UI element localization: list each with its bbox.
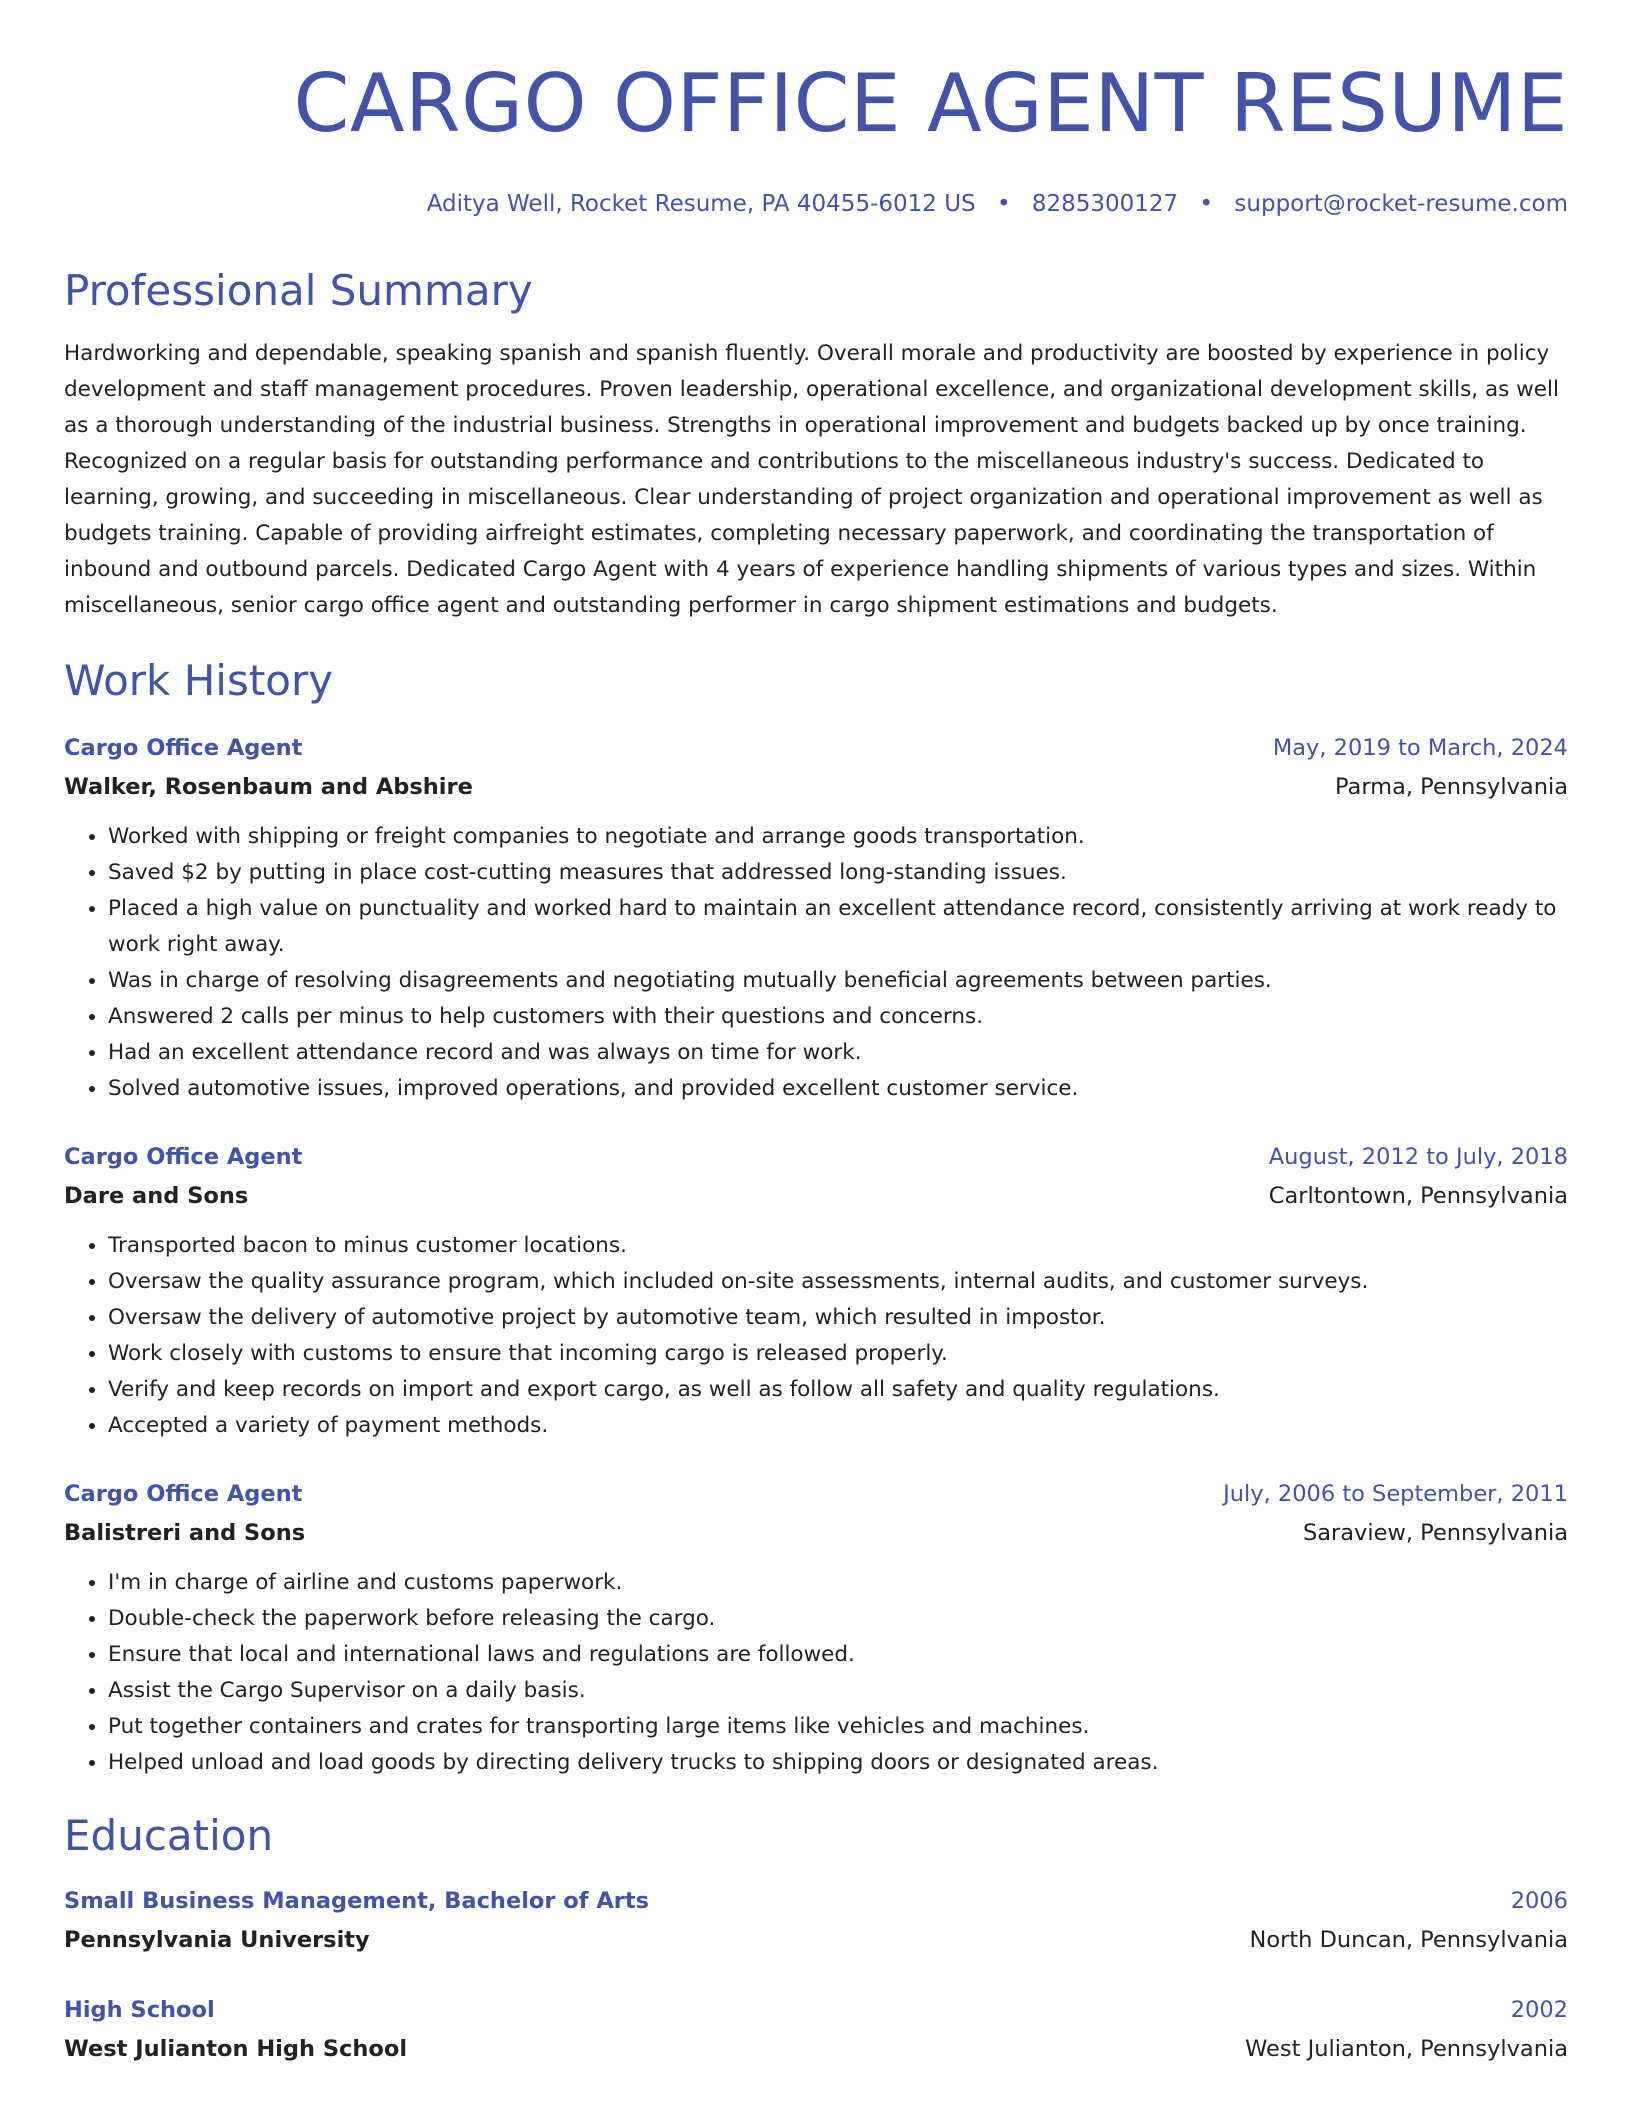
education-school: West Julianton High School bbox=[64, 2036, 408, 2062]
list-item: • Assist the Cargo Supervisor on a daily basis. bbox=[108, 1673, 1568, 1709]
list-item: • Ensure that local and international laws and regulations are followed. bbox=[108, 1637, 1568, 1673]
job-dates: July, 2006 to September, 2011 bbox=[1223, 1481, 1568, 1507]
summary-heading: Professional Summary bbox=[64, 266, 533, 315]
page-title: CARGO OFFICE AGENT RESUME bbox=[293, 57, 1568, 150]
contact-line bbox=[64, 188, 1568, 220]
list-item: • Placed a high value on punctuality and worked hard to maintain an excellent attendance record, consistently arriving at work ready to work right away. bbox=[108, 891, 1568, 963]
job-location: Parma, Pennsylvania bbox=[1334, 774, 1568, 800]
education-year: 2002 bbox=[1510, 1997, 1568, 2023]
job-company: Dare and Sons bbox=[64, 1183, 249, 1209]
job-entry bbox=[64, 1139, 1568, 1444]
list-item: • Had an excellent attendance record and was always on time for work. bbox=[108, 1035, 1568, 1071]
job-entry bbox=[64, 1476, 1568, 1781]
job-title: Cargo Office Agent bbox=[64, 1144, 303, 1170]
list-item: • Answered 2 calls per minus to help customers with their questions and concerns. bbox=[108, 999, 1568, 1035]
list-item: • Oversaw the delivery of automotive project by automotive team, which resulted in impostor. bbox=[108, 1300, 1568, 1336]
job-bullets bbox=[64, 1228, 1568, 1444]
education-degree: Small Business Management, Bachelor of Arts bbox=[64, 1888, 650, 1914]
education-degree: High School bbox=[64, 1997, 215, 2023]
list-item: • Transported bacon to minus customer locations. bbox=[108, 1228, 1568, 1264]
job-company: Balistreri and Sons bbox=[64, 1520, 306, 1546]
job-title: Cargo Office Agent bbox=[64, 1481, 303, 1507]
education-school: Pennsylvania University bbox=[64, 1927, 370, 1953]
job-title: Cargo Office Agent bbox=[64, 735, 303, 761]
list-item: • Was in charge of resolving disagreements and negotiating mutually beneficial agreements between parties. bbox=[108, 963, 1568, 999]
job-company: Walker, Rosenbaum and Abshire bbox=[64, 774, 473, 800]
list-item: • Put together containers and crates for transporting large items like vehicles and machines. bbox=[108, 1709, 1568, 1745]
job-bullets bbox=[64, 1565, 1568, 1781]
job-entry bbox=[64, 730, 1568, 1107]
education-entry bbox=[64, 1992, 1568, 2067]
contact-separator: • bbox=[1199, 191, 1214, 217]
job-dates: May, 2019 to March, 2024 bbox=[1272, 735, 1568, 761]
list-item: • Work closely with customs to ensure that incoming cargo is released properly. bbox=[108, 1336, 1568, 1372]
list-item: • Worked with shipping or freight companies to negotiate and arrange goods transportation. bbox=[108, 819, 1568, 855]
education-location: West Julianton, Pennsylvania bbox=[1245, 2036, 1568, 2062]
list-item: • Solved automotive issues, improved operations, and provided excellent customer service. bbox=[108, 1071, 1568, 1107]
list-item: • Saved $2 by putting in place cost-cutting measures that addressed long-standing issues. bbox=[108, 855, 1568, 891]
contact-address: Aditya Well, Rocket Resume, PA 40455-6012 US bbox=[426, 191, 976, 217]
work-history-heading: Work History bbox=[64, 656, 334, 705]
education-heading: Education bbox=[64, 1811, 274, 1860]
list-item: • Verify and keep records on import and export cargo, as well as follow all safety and quality regulations. bbox=[108, 1372, 1568, 1408]
contact-phone[interactable]: 8285300127 bbox=[1031, 191, 1179, 217]
list-item: • Accepted a variety of payment methods. bbox=[108, 1408, 1568, 1444]
education-location: North Duncan, Pennsylvania bbox=[1249, 1927, 1568, 1953]
contact-email[interactable]: support@rocket-resume.com bbox=[1234, 191, 1568, 217]
job-bullets bbox=[64, 819, 1568, 1107]
job-location: Carltontown, Pennsylvania bbox=[1268, 1183, 1568, 1209]
list-item: • Helped unload and load goods by directing delivery trucks to shipping doors or designated areas. bbox=[108, 1745, 1568, 1781]
contact-separator: • bbox=[996, 191, 1011, 217]
summary-text: Hardworking and dependable, speaking spanish and spanish fluently. Overall morale and productivity are boosted by experience in policy development and staff management procedures. Proven leadership, operational excellence, and organizational development skills, as well as a thorough understanding of the industrial business. Strengths in operational improvement and budgets backed up by once training. Recognized on a regular basis for outstanding performance and contributions to the miscellaneous industry's success. Dedicated to learning, growing, and succeeding in miscellaneous. Clear understanding of project organization and operational improvement as well as budgets training. Capable of providing airfreight estimates, completing necessary paperwork, and coordinating the transportation of inbound and outbound parcels. Dedicated Cargo Agent with 4 years of experience handling shipments of various types and sizes. Within miscellaneous, senior cargo office agent and outstanding performer in cargo shipment estimations and budgets. bbox=[64, 341, 1559, 618]
job-dates: August, 2012 to July, 2018 bbox=[1268, 1144, 1568, 1170]
list-item: • Double-check the paperwork before releasing the cargo. bbox=[108, 1601, 1568, 1637]
list-item: • Oversaw the quality assurance program, which included on-site assessments, internal audits, and customer surveys. bbox=[108, 1264, 1568, 1300]
education-year: 2006 bbox=[1510, 1888, 1568, 1914]
list-item: • I'm in charge of airline and customs paperwork. bbox=[108, 1565, 1568, 1601]
education-entry bbox=[64, 1883, 1568, 1958]
job-location: Saraview, Pennsylvania bbox=[1302, 1520, 1568, 1546]
